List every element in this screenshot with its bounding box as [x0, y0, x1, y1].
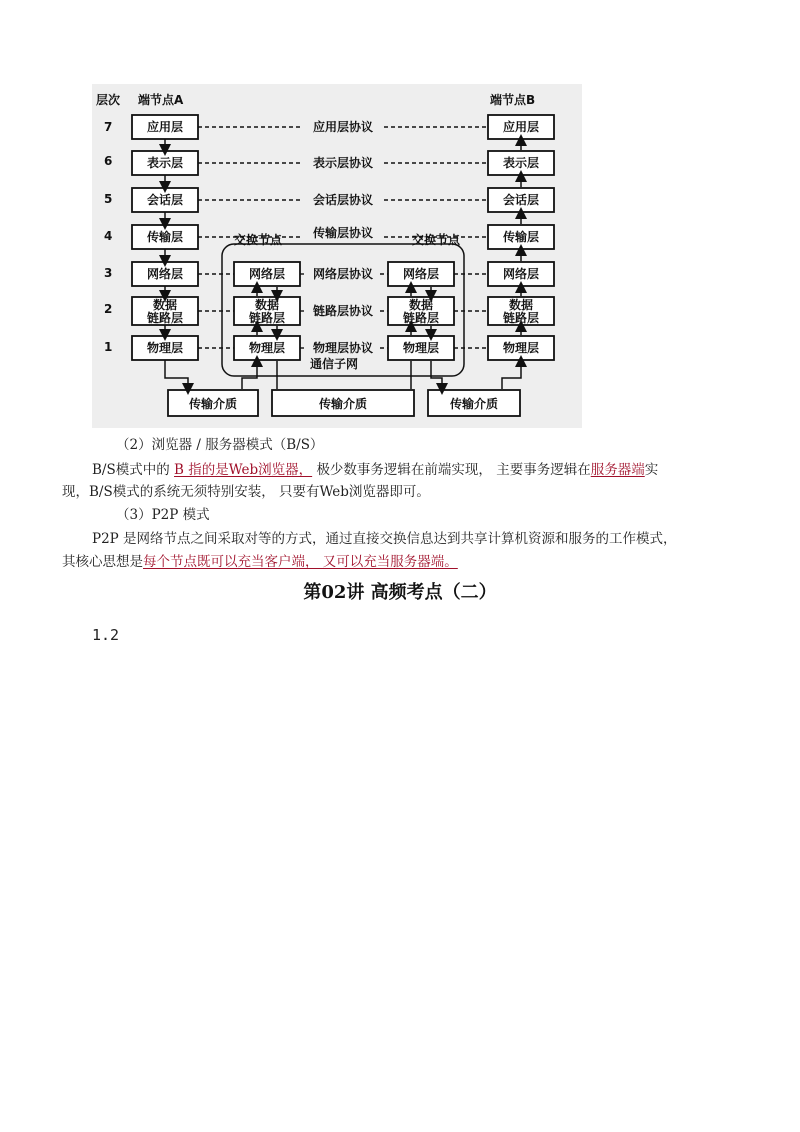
switch1-network: 网络层	[248, 267, 286, 281]
node-b-session: 会话层	[502, 193, 540, 207]
lecture-title: 第02讲 高频考点（二）	[303, 582, 497, 603]
node-b-physical: 物理层	[502, 341, 540, 355]
node-b-presentation: 表示层	[502, 156, 540, 170]
protocol-network: 网络层协议	[312, 267, 374, 281]
switch2-physical: 物理层	[402, 341, 440, 355]
bs-text-2: 极少数事务逻辑在前端实现， 主要事务逻辑在	[316, 462, 591, 478]
node-a-session: 会话层	[146, 193, 184, 207]
node-b-network: 网络层	[502, 267, 540, 281]
protocol-transport: 传输层协议	[312, 226, 374, 240]
p2p-heading: （3）P2P 模式	[116, 507, 210, 523]
switch2-datalink-2: 链路层	[402, 311, 440, 325]
layer-num-3: 3	[104, 266, 113, 280]
switch-node-label-2: 交换节点	[412, 233, 461, 247]
node-a-datalink-1: 数据	[152, 298, 178, 312]
node-a-application: 应用层	[146, 120, 184, 134]
protocol-physical: 物理层协议	[312, 341, 374, 355]
switch-node-label-1: 交换节点	[234, 233, 283, 247]
bs-text-3: 实	[644, 462, 659, 478]
node-a-presentation: 表示层	[146, 156, 184, 170]
protocol-session: 会话层协议	[312, 193, 374, 207]
medium-3: 传输介质	[449, 397, 499, 411]
bs-heading: （2）浏览器 / 服务器模式（B/S）	[116, 437, 324, 453]
p2p-highlight: 每个节点既可以充当客户端， 又可以充当服务器端。	[143, 554, 458, 570]
switch1-datalink-2: 链路层	[248, 311, 286, 325]
p2p-paragraph-line2	[62, 551, 458, 573]
layer-num-4: 4	[104, 229, 113, 243]
switch2-datalink-1: 数据	[408, 298, 434, 312]
p2p-text-1: 其核心思想是	[62, 554, 143, 570]
protocol-application: 应用层协议	[312, 120, 374, 134]
protocol-datalink: 链路层协议	[312, 304, 374, 318]
node-a-network: 网络层	[146, 267, 184, 281]
protocol-presentation: 表示层协议	[312, 156, 374, 170]
osi-model-diagram	[92, 84, 582, 428]
node-a-datalink-2: 链路层	[146, 311, 184, 325]
node-b-datalink-2: 链路层	[502, 311, 540, 325]
medium-2: 传输介质	[318, 397, 368, 411]
p2p-paragraph-line1: P2P 是网络节点之间采取对等的方式，通过直接交换信息达到共享计算机资源和服务的工作模式，	[92, 531, 677, 547]
bs-paragraph-line1	[92, 459, 658, 481]
node-b-datalink-1: 数据	[508, 298, 534, 312]
layer-num-6: 6	[104, 154, 113, 168]
header-layer: 层次	[96, 93, 121, 107]
node-a-physical: 物理层	[146, 341, 184, 355]
layer-num-7: 7	[104, 120, 113, 134]
node-a-transport: 传输层	[146, 230, 184, 244]
layer-num-2: 2	[104, 302, 113, 316]
node-b-transport: 传输层	[502, 230, 540, 244]
section-number: 1.2	[92, 626, 120, 644]
layer-num-1: 1	[104, 340, 113, 354]
bs-highlight-browser: B 指的是Web浏览器，	[174, 462, 313, 478]
header-node-b: 端节点B	[490, 93, 536, 107]
bs-text-1: B/S模式中的	[92, 462, 170, 478]
medium-1: 传输介质	[188, 397, 238, 411]
switch1-physical: 物理层	[248, 341, 286, 355]
layer-num-5: 5	[104, 192, 113, 206]
switch2-network: 网络层	[402, 267, 440, 281]
bs-highlight-server: 服务器端	[590, 462, 645, 478]
osi-diagram-svg	[92, 84, 582, 428]
subnet-label: 通信子网	[310, 357, 359, 371]
node-b-application: 应用层	[502, 120, 540, 134]
switch1-datalink-1: 数据	[254, 298, 280, 312]
bs-paragraph-line2: 现，B/S模式的系统无须特别安装， 只要有Web浏览器即可。	[62, 484, 430, 500]
header-node-a: 端节点A	[138, 93, 184, 107]
